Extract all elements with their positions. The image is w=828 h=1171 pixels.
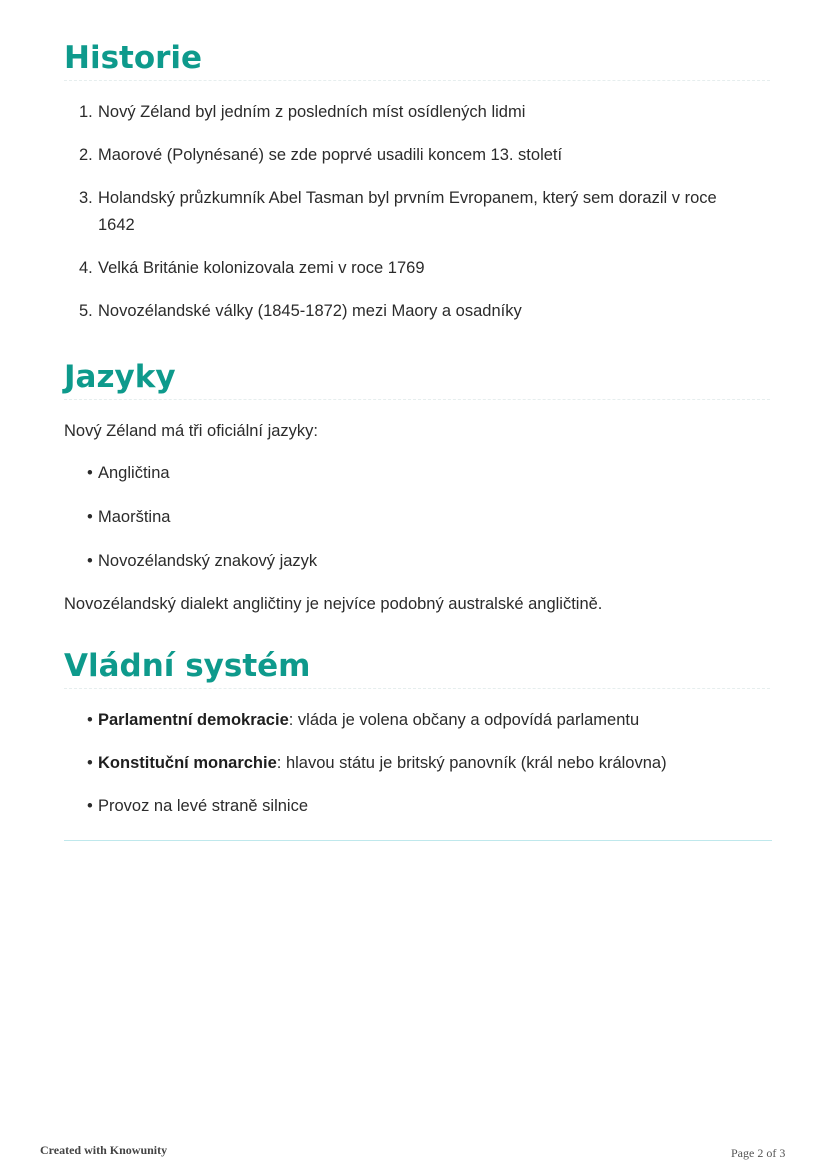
list-item: 4. Velká Británie kolonizovala zemi v roce 1769	[98, 255, 778, 282]
list-number: 4.	[79, 259, 93, 277]
term: Konstituční monarchie	[98, 754, 277, 772]
list-number: 2.	[79, 146, 93, 164]
list-item: 5. Novozélandské války (1845-1872) mezi Maory a osadníky	[98, 298, 778, 325]
list-number: 5.	[79, 302, 93, 320]
languages-list	[87, 460, 758, 575]
list-item	[87, 750, 778, 777]
government-list	[87, 707, 778, 820]
term: Parlamentní demokracie	[98, 711, 289, 729]
item-text: Provoz na levé straně silnice	[98, 797, 309, 815]
bullet: •	[87, 552, 93, 570]
list-item	[87, 707, 778, 734]
bullet: •	[87, 464, 93, 482]
list-item	[87, 793, 778, 820]
divider	[64, 840, 772, 841]
section-title-languages: Jazyky	[64, 357, 770, 400]
footer-credit: Created with Knowunity	[40, 1143, 168, 1157]
list-item: 1. Nový Zéland byl jedním z posledních míst osídlených lidmi	[98, 99, 778, 126]
page-number: Page 2 of 3	[731, 1146, 786, 1160]
term-description: : hlavou státu je britský panovník (král nebo královna)	[276, 754, 667, 772]
list-number: 3.	[79, 189, 93, 207]
bullet: •	[87, 797, 93, 815]
languages-note: Novozélandský dialekt angličtiny je nejvíce podobný australské angličtině.	[64, 595, 603, 613]
list-item: • Novozélandský znakový jazyk	[98, 548, 758, 575]
history-list	[79, 99, 778, 325]
bullet: •	[87, 508, 93, 526]
list-item: 3. Holandský průzkumník Abel Tasman byl prvním Evropanem, který sem dorazil v roce 1642	[98, 185, 778, 239]
section-title-government: Vládní systém	[64, 646, 770, 689]
list-item: • Angličtina	[98, 460, 758, 487]
languages-intro: Nový Zéland má tři oficiální jazyky:	[64, 422, 319, 440]
list-number: 1.	[79, 103, 93, 121]
term-description: : vláda je volena občany a odpovídá parlamentu	[288, 711, 640, 729]
bullet: •	[87, 711, 93, 729]
bullet: •	[87, 754, 93, 772]
list-item: 2. Maorové (Polynésané) se zde poprvé usadili koncem 13. století	[98, 142, 778, 169]
list-item: • Maorština	[98, 504, 758, 531]
section-title-history: Historie	[64, 38, 770, 81]
